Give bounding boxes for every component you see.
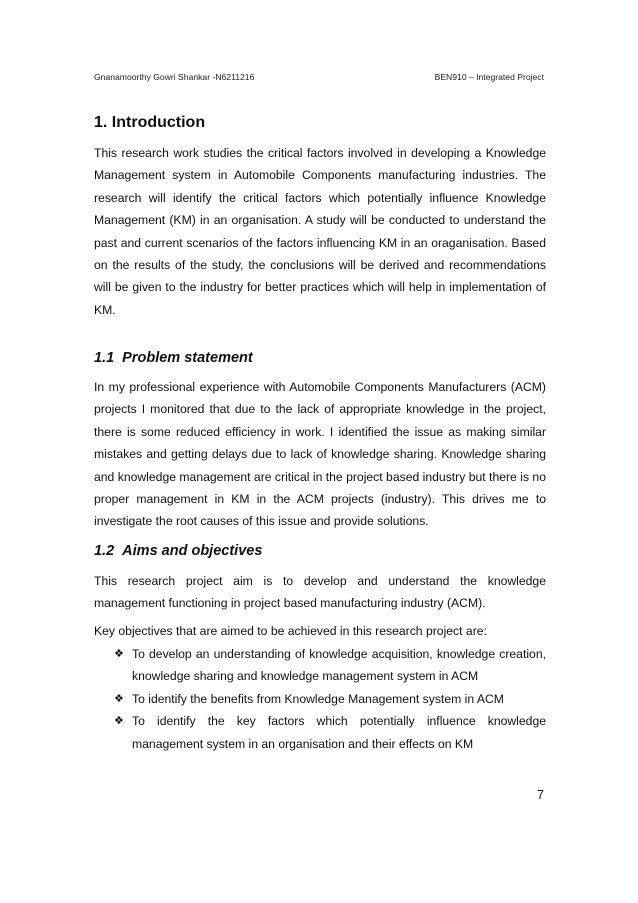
header-course: BEN910 – Integrated Project [434, 72, 544, 82]
aims-heading-number: 1.2 [94, 543, 115, 559]
intro-section [94, 142, 546, 321]
diamond-bullet-icon: ❖ [114, 692, 124, 705]
page-number: 7 [537, 788, 544, 802]
objective-text: To develop an understanding of knowledge acquisition, knowledge creation, knowledge sharing and knowledge management system in ACM [132, 647, 546, 684]
aims-paragraph: This research project aim is to develop and understand the knowledge management functioning in project based manufacturing industry (ACM). [94, 574, 546, 611]
diamond-bullet-icon: ❖ [114, 648, 124, 660]
problem-section [94, 376, 546, 533]
objectives-intro: Key objectives that are aimed to be achieved in this research project are: [94, 624, 487, 638]
objective-item [114, 710, 546, 755]
diamond-bullet-icon: ❖ [114, 715, 124, 728]
header-author: Gnanamoorthy Gowri Shankar -N6211216 [94, 72, 255, 82]
objectives-list [114, 643, 546, 755]
objective-item [114, 688, 546, 710]
objective-item [114, 643, 546, 688]
objective-text: To identify the benefits from Knowledge Management system in ACM [132, 691, 504, 706]
intro-paragraph: This research work studies the critical factors involved in developing a Knowledge Management system in Automobile Components manufacturing industries. The research will identify the critical factors which potentially influence Knowledge Management (KM) in an organisation. A study will be conducted to understand the past and current scenarios of the factors influencing KM in an oraganisation. Based on the results of the study, the conclusions will be derived and recommendations will be given to the industry for better practices which will help in implementation of KM. [94, 146, 546, 317]
problem-paragraph: In my professional experience with Automobile Components Manufacturers (ACM) projects I monitored that due to the lack of appropriate knowledge in the project, there is some reduced efficiency in work. I identified the issue as making similar mistakes and getting delays due to lack of knowledge sharing. Knowledge sharing and knowledge management are critical in the project based industry but there is no proper management in KM in the ACM projects (industry). This drives me to investigate the root causes of this issue and provide solutions. [94, 380, 546, 529]
objectives-intro-block [94, 620, 546, 642]
aims-heading [94, 543, 262, 559]
aims-heading-title: Aims and objectives [122, 543, 263, 559]
intro-heading: 1. Introduction [94, 114, 206, 131]
problem-heading [94, 350, 253, 366]
problem-heading-number: 1.1 [94, 350, 115, 366]
aims-section [94, 570, 546, 615]
objective-text: To identify the key factors which potentially influence knowledge management system in an organisation and their effects on KM [132, 714, 546, 751]
problem-heading-title: Problem statement [122, 350, 253, 366]
